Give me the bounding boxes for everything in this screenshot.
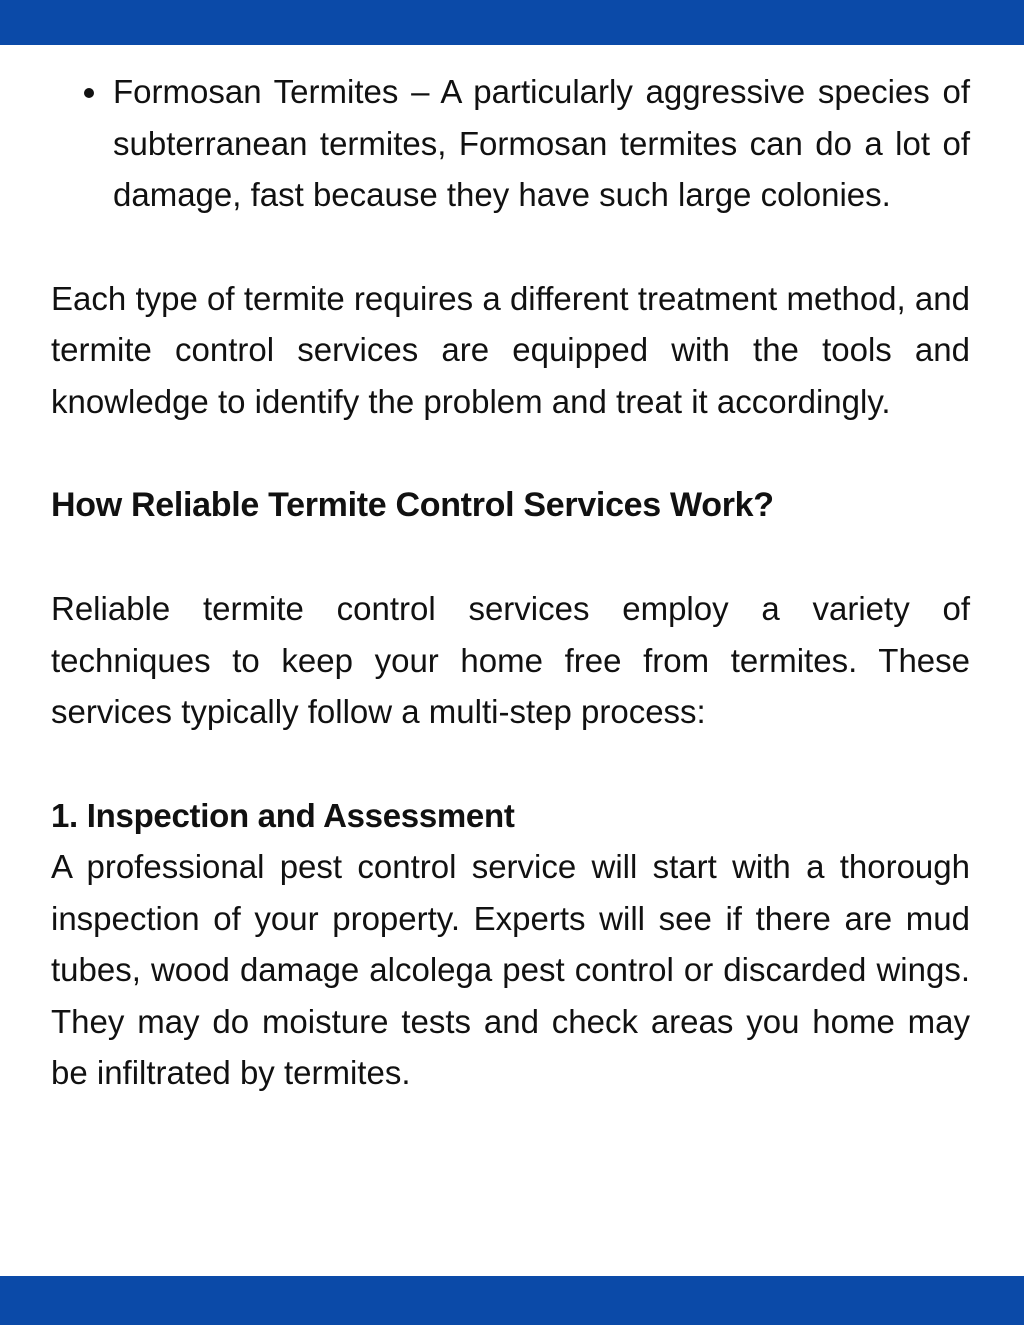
- section-heading: How Reliable Termite Control Services Work?: [51, 486, 774, 524]
- bullet-list-item: [51, 66, 970, 221]
- spacer: [51, 531, 970, 583]
- spacer: [51, 738, 970, 790]
- step-1-body: A professional pest control service will start with a thorough inspection of your property. Experts will see if there are mud tubes, wood damage alcolega pest control or discarded wings. They may do moisture tests and check areas you home may be infiltrated by termites.: [51, 848, 970, 1091]
- bullet-text: Formosan Termites – A particularly aggressive species of subterranean termites, Formosan termites can do a lot of damage, fast because they have such large colonies.: [113, 73, 970, 213]
- spacer: [51, 427, 970, 479]
- bullet-dot-icon: [84, 88, 94, 98]
- spacer: [51, 221, 970, 273]
- paragraph-services: Reliable termite control services employ a variety of techniques to keep your home free from termites. These services typically follow a multi-step process:: [51, 590, 970, 730]
- top-blue-band: [0, 0, 1024, 45]
- paragraph-treatment: Each type of termite requires a different treatment method, and termite control services are equipped with the tools and knowledge to identify the problem and treat it accordingly.: [51, 279, 970, 420]
- document-content: [51, 66, 970, 1099]
- step-1-title: 1. Inspection and Assessment: [51, 796, 515, 834]
- bottom-blue-band: [0, 1276, 1024, 1325]
